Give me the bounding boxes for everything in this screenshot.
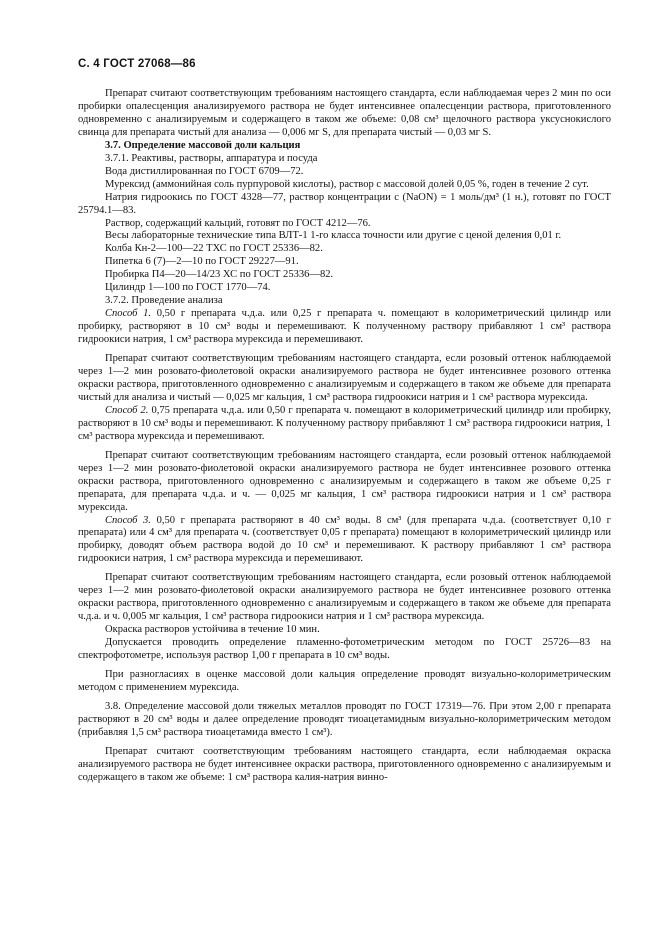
subsection-heading: 3.7.2. Проведение анализа	[105, 295, 223, 307]
paragraph: Препарат считают соответствующим требованиям настоящего стандарта, если розовый оттенок наблюдаемой через 1—2 мин розовато-фиолетовой окраски анализируемого раствора не будет интенсивнее розового оттенка окраски раствора, приготовленного одновременно с анализируемым и содержащего в таком же объеме для препарата ч.д.а. и ч. 0,005 мг кальция, 1 см³ раствора гидроокиси натрия и 1 см³ раствора мурексида.	[78, 572, 611, 623]
paragraph: Препарат считают соответствующим требованиям настоящего стандарта, если розовый оттенок наблюдаемой через 1—2 мин розовато-фиолетовой окраски анализируемого раствора не будет интенсивнее розового оттенка окраски раствора, приготовленного одновременно с анализируемым и содержащего в таком же объеме 0,25 г препарата, для препарата ч.д.а. и ч. — 0,025 мг кальция, 1 см³ раствора гидроокиси натрия и 1 см³ раствора мурексида.	[78, 449, 611, 513]
paragraph: Препарат считают соответствующим требованиям настоящего стандарта, если наблюдаемая окраска анализируемого раствора не будет интенсивнее окраски раствора, приготовленного одновременно с анализируемым и содержащего в таком же объеме: 1 см³ раствора калия-натрия винно-	[78, 745, 611, 783]
method-label: Способ 3.	[105, 514, 151, 526]
paragraph-text: 0,75 препарата ч.д.а. или 0,50 г препарата ч. помещают в колориметрический цилиндр или пробирку, растворяют в 10 см³ воды и перемешивают. К полученному раствору прибавляют 1 см³ раствора гидроокиси натрия, 1 см³ раствора мурексида и перемешивают.	[78, 404, 611, 442]
method-label: Способ 1.	[105, 308, 152, 320]
paragraph: Колба Кн-2—100—22 ТХС по ГОСТ 25336—82.	[105, 243, 323, 255]
subsection-heading: 3.7.1. Реактивы, растворы, аппаратура и посуда	[105, 152, 318, 164]
method-1-paragraph	[78, 308, 611, 347]
paragraph: Препарат считают соответствующим требованиям настоящего стандарта, если розовый оттенок наблюдаемой через 1—2 мин розовато-фиолетовой окраски анализируемого раствора не будет интенсивнее розового оттенка окраски раствора, приготовленного одновременно с анализируемым и содержащего в таком же объеме для препарата чистый для анализа и чистый — 0,025 мг кальция, 1 см³ раствора гидроокиси натрия и 1 см³ раствора мурексида.	[78, 353, 611, 403]
page-header: С. 4 ГОСТ 27068—86	[78, 58, 196, 70]
paragraph: Допускается проводить определение пламенно-фотометрическим методом по ГОСТ 25726—83 на спектрофотометре, используя раствор 1,00 г препарата в 10 см³ воды.	[78, 637, 611, 662]
method-3-paragraph	[78, 515, 611, 567]
document-body	[78, 88, 611, 785]
paragraph: Весы лабораторные технические типа ВЛТ-1 1-го класса точности или другие с ценой деления 0,01 г.	[105, 230, 562, 242]
paragraph: Окраска растворов устойчива в течение 10 мин.	[105, 624, 320, 636]
method-label: Способ 2.	[105, 404, 149, 416]
paragraph: Пипетка 6 (7)—2—10 по ГОСТ 29227—91.	[105, 256, 299, 268]
method-2-paragraph	[78, 405, 611, 444]
paragraph: При разногласиях в оценке массовой доли кальция определение проводят визуально-колориметрическим методом с применением мурексида.	[78, 668, 611, 693]
paragraph: Мурексид (аммонийная соль пурпуровой кислоты), раствор с массовой долей 0,05 %, годен в течение 2 сут.	[105, 178, 589, 190]
paragraph: Цилиндр 1—100 по ГОСТ 1770—74.	[105, 282, 271, 294]
paragraph: Препарат считают соответствующим требованиям настоящего стандарта, если наблюдаемая через 2 мин по оси пробирки опалесценция анализируемого раствора не будет интенсивнее опалесценции раствора, приготовленного одновременно с анализируемым и содержащего в таком же объеме: 0,08 см³ щелочного раствора уксуснокислого свинца для препарата чистый для анализа — 0,006 мг S, для препарата чистый — 0,03 мг S.	[78, 88, 611, 138]
paragraph: 3.8. Определение массовой доли тяжелых металлов проводят по ГОСТ 17319—76. При этом 2,00 г препарата растворяют в 20 см³ воды и далее определение проводят тиоацетамидным визуально-колориметрическим методом (прибавляя 1,5 см³ раствора тиоацетамида вместо 1 см³).	[78, 700, 611, 738]
paragraph-text: 0,50 г препарата растворяют в 40 см³ воды. 8 см³ (для препарата ч.д.а. (соответствует 0,10 г препарата) или 4 см³ для препарата ч. (соответствует 0,05 г препарата) помещают в колориметрический цилиндр или пробирку, доводят объем раствора водой до 10 см³ и перемешивают. К раствору прибавляют 1 см³ раствора гидроокиси натрия, 1 см³ раствора мурексида и перемешивают.	[78, 514, 611, 565]
section-heading: 3.7. Определение массовой доли кальция	[105, 139, 301, 151]
paragraph: Вода дистиллированная по ГОСТ 6709—72.	[105, 165, 304, 177]
paragraph: Пробирка П4—20—14/23 ХС по ГОСТ 25336—82.	[105, 269, 334, 281]
paragraph: Раствор, содержащий кальций, готовят по ГОСТ 4212—76.	[105, 217, 371, 229]
paragraph: Натрия гидроокись по ГОСТ 4328—77, раствор концентрации c (NaON) = 1 моль/дм³ (1 н.), готовят по ГОСТ 25794.1—83.	[78, 191, 611, 216]
paragraph-text: 0,50 г препарата ч.д.а. или 0,25 г препарата ч. помещают в колориметрический цилиндр или пробирку, растворяют в 10 см³ воды и перемешивают. К полученному раствору прибавляют 1 см³ раствора гидроокиси натрия, 1 см³ раствора мурексида и перемешивают.	[78, 308, 611, 346]
